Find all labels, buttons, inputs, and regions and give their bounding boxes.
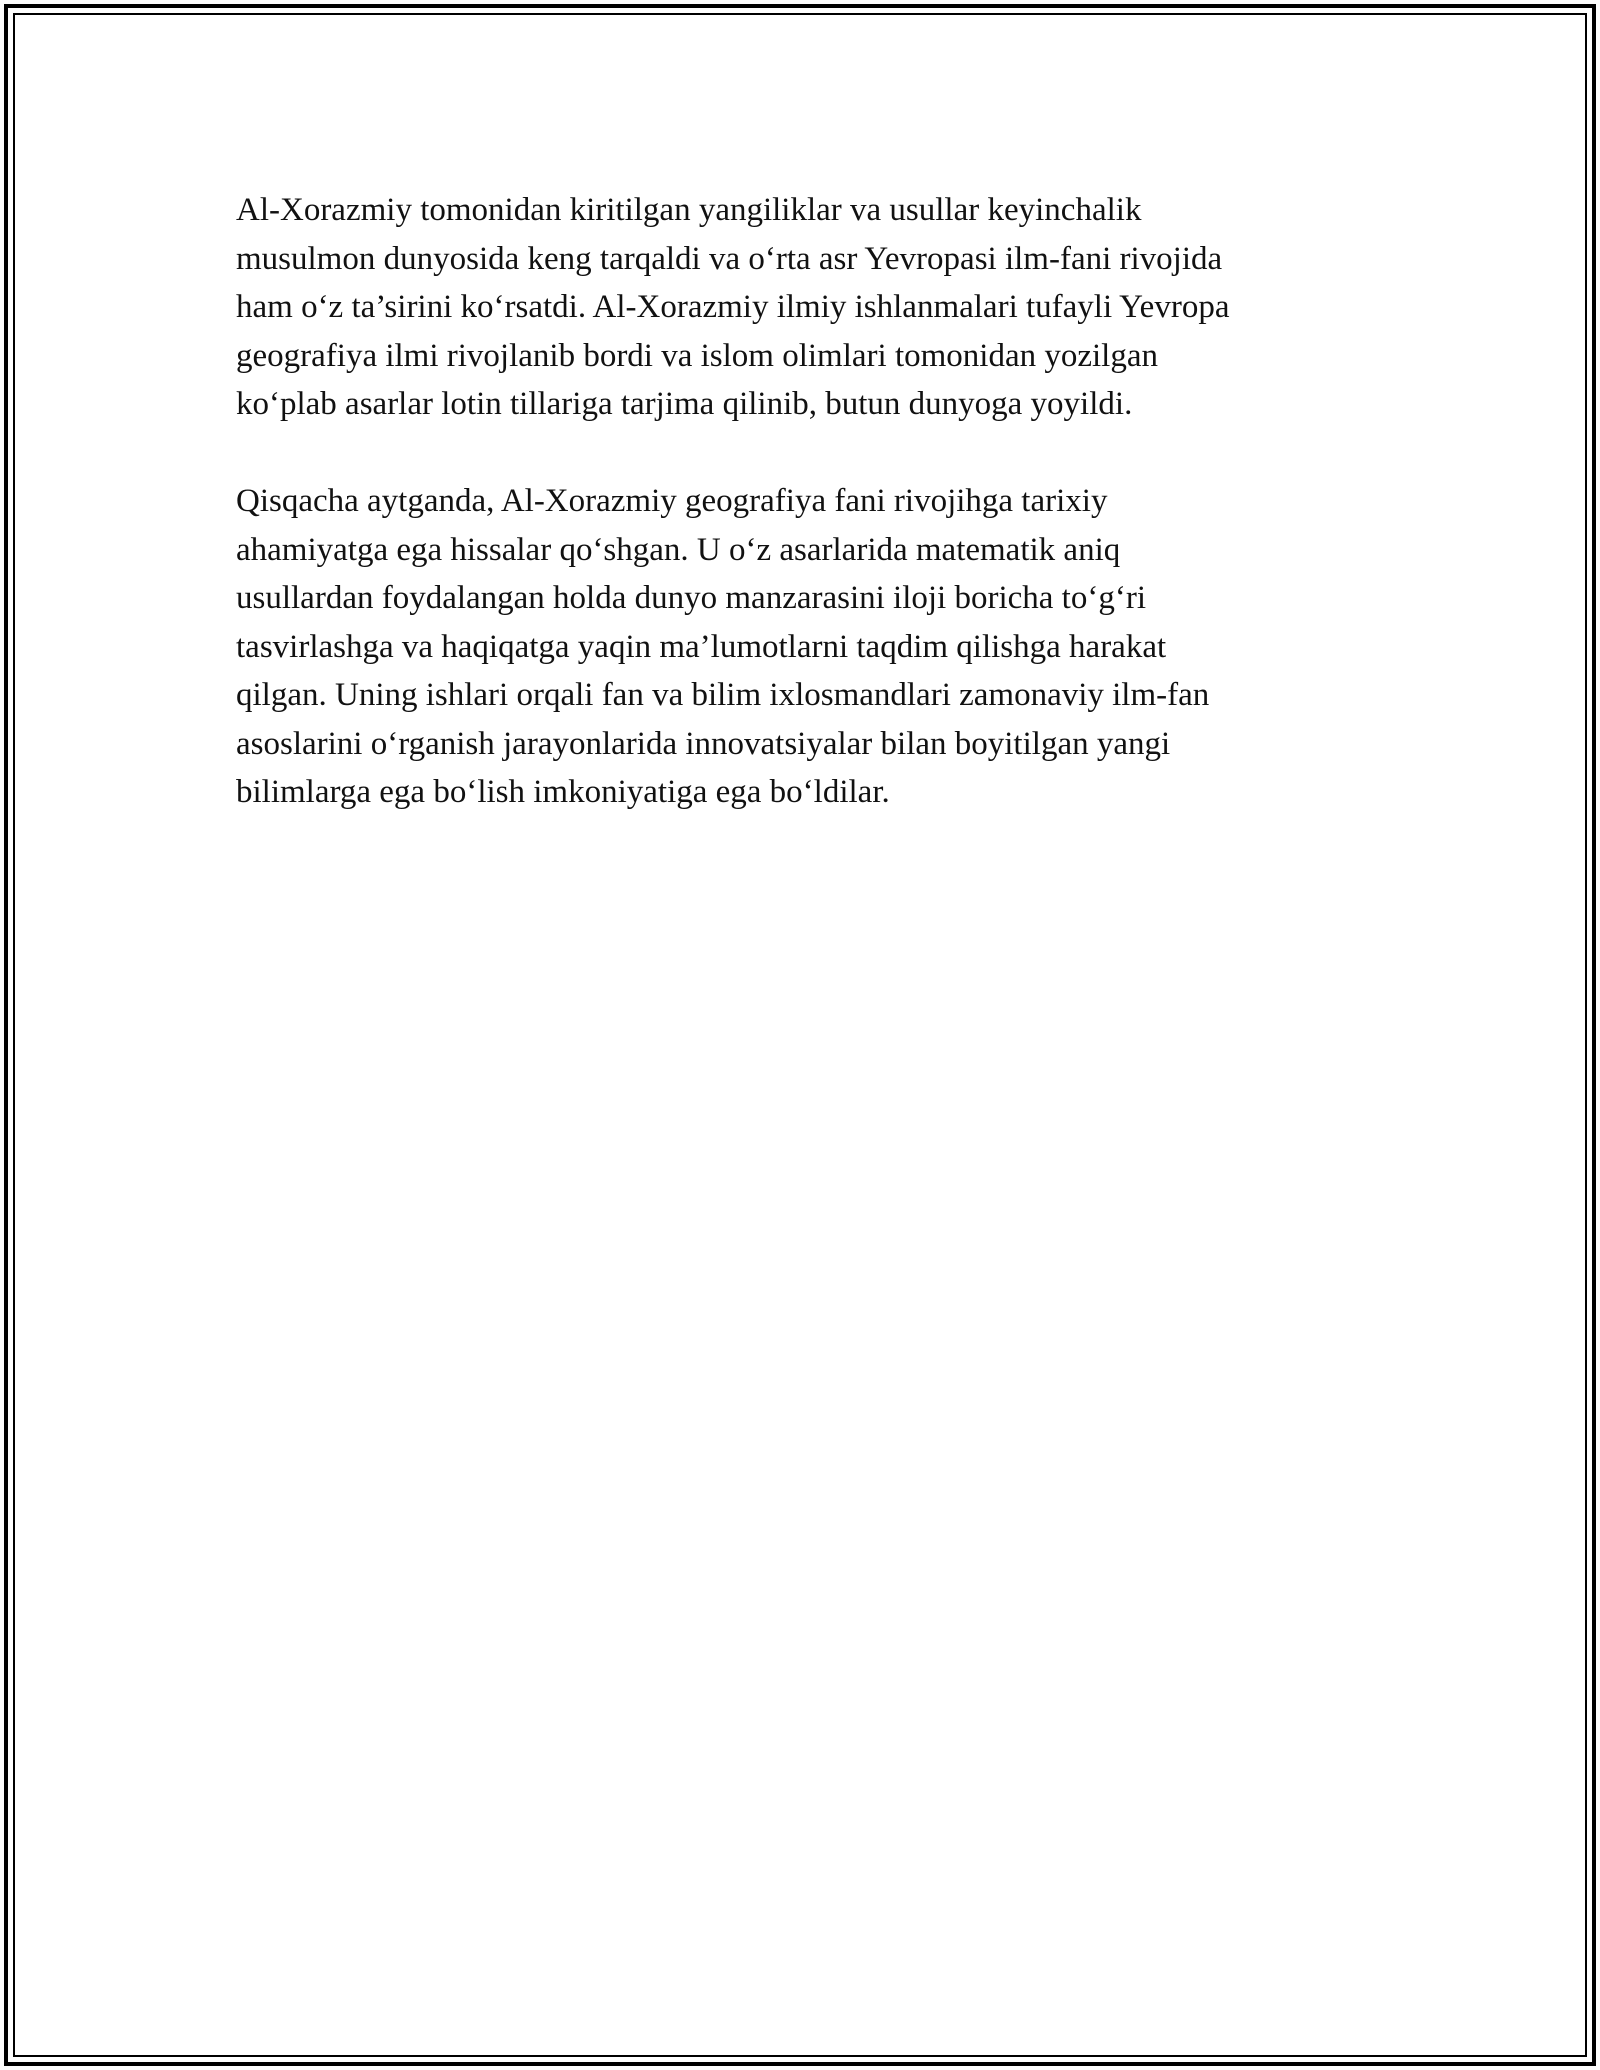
paragraph-line: Al-Xorazmiy tomonidan kiritilgan yangiliklar va usullar keyinchalik: [236, 192, 1142, 228]
paragraph-line: asoslarini o‘rganish jarayonlarida innovatsiyalar bilan boyitilgan yangi: [236, 725, 1171, 762]
paragraph-line: Qisqacha aytganda, Al-Xorazmiy geografiya fani rivojihga tarixiy: [236, 483, 1108, 519]
paragraph-line: bilimlarga ega bo‘lish imkoniyatiga ega bo‘ldilar.: [236, 774, 890, 810]
paragraph-2: [236, 477, 1376, 817]
paragraph-line: ahamiyatga ega hissalar qo‘shgan. U o‘z asarlarida matematik aniq: [236, 531, 1121, 568]
paragraph-line: usullardan foydalangan holda dunyo manzarasini iloji boricha to‘g‘ri: [236, 580, 1146, 616]
paragraph-line: tasvirlashga va haqiqatga yaqin ma’lumotlarni taqdim qilishga harakat: [236, 628, 1167, 665]
document-body: [236, 186, 1376, 817]
paragraph-line: ham o‘z ta’sirini ko‘rsatdi. Al-Xorazmiy ilmiy ishlanmalari tufayli Yevropa: [236, 289, 1230, 325]
paragraph-1: [236, 186, 1376, 429]
paragraph-line: musulmon dunyosida keng tarqaldi va o‘rta asr Yevropasi ilm-fani rivojida: [236, 240, 1223, 277]
paragraph-line: geografiya ilmi rivojlanib bordi va islom olimlari tomonidan yozilgan: [236, 337, 1158, 374]
paragraph-line: qilgan. Uning ishlari orqali fan va bilim ixlosmandlari zamonaviy ilm-fan: [236, 677, 1210, 713]
paragraph-line: ko‘plab asarlar lotin tillariga tarjima qilinib, butun dunyoga yoyildi.: [236, 386, 1133, 422]
